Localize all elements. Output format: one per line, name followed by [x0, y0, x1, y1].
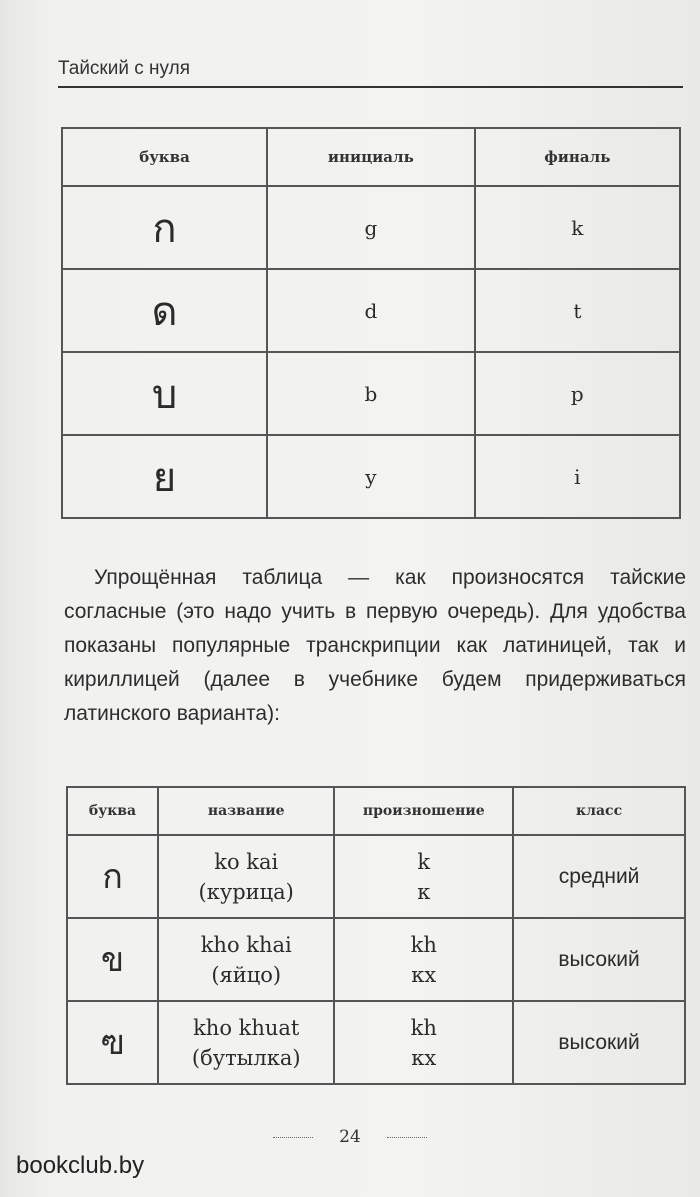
pronunciation [334, 835, 513, 918]
table-header-row [67, 787, 685, 835]
initial-sound: d [267, 269, 475, 352]
page-header [58, 58, 683, 88]
letter-name [158, 918, 334, 1001]
page-number: 24 [339, 1127, 361, 1147]
initial-sound: b [267, 352, 475, 435]
final-sound: t [475, 269, 680, 352]
letter-name-latin: kho khai [200, 932, 292, 957]
thai-letter: ฃ [67, 1001, 158, 1084]
consonant-class: высокий [513, 1001, 685, 1084]
consonant-final-table [61, 127, 681, 519]
consonant-pronunciation-table [66, 786, 686, 1085]
table-row [67, 918, 685, 1001]
page-footer [0, 1127, 700, 1147]
table-row [67, 1001, 685, 1084]
pronunciation [334, 1001, 513, 1084]
pronunciation-cyrillic: к [417, 879, 431, 904]
column-header-initial: инициаль [267, 128, 475, 186]
final-sound: k [475, 186, 680, 269]
final-sound: p [475, 352, 680, 435]
thai-letter: บ [62, 352, 267, 435]
pronunciation-latin: k [417, 849, 431, 874]
running-title: Тайский с нуля [58, 58, 190, 79]
column-header-pronunciation: произношение [334, 787, 513, 835]
letter-name [158, 835, 334, 918]
column-header-letter: буква [62, 128, 267, 186]
initial-sound: y [267, 435, 475, 518]
thai-letter: ด [62, 269, 267, 352]
table-row [62, 435, 680, 518]
watermark: bookclub.by [16, 1152, 145, 1179]
column-header-final: финаль [475, 128, 680, 186]
table-row [67, 835, 685, 918]
table-header-row [62, 128, 680, 186]
pronunciation [334, 918, 513, 1001]
final-sound: i [475, 435, 680, 518]
letter-name-russian: (курица) [198, 879, 294, 904]
column-header-letter: буква [67, 787, 158, 835]
table-row [62, 186, 680, 269]
table-row [62, 352, 680, 435]
left-dotted-rule [273, 1137, 313, 1138]
consonant-class: высокий [513, 918, 685, 1001]
body-paragraph: Упрощённая таблица — как произносятся тайские согласные (это надо учить в первую очередь). Для удобства показаны популярные транскрипции как латиницей, так и кириллицей (далее в учебнике будем придерживаться латинского варианта): [64, 566, 686, 725]
consonant-class: средний [513, 835, 685, 918]
pronunciation-cyrillic: кх [411, 962, 437, 987]
thai-letter: ก [62, 186, 267, 269]
thai-letter: ข [67, 918, 158, 1001]
pronunciation-cyrillic: кх [411, 1045, 437, 1070]
letter-name-latin: ko kai [214, 849, 279, 874]
letter-name [158, 1001, 334, 1084]
thai-letter: ก [67, 835, 158, 918]
letter-name-latin: kho khuat [193, 1015, 300, 1040]
initial-sound: g [267, 186, 475, 269]
pronunciation-latin: kh [410, 932, 437, 957]
column-header-name: название [158, 787, 334, 835]
letter-name-russian: (яйцо) [211, 962, 282, 987]
letter-name-russian: (бутылка) [191, 1045, 301, 1070]
column-header-class: класс [513, 787, 685, 835]
thai-letter: ย [62, 435, 267, 518]
right-dotted-rule [387, 1137, 427, 1138]
table-row [62, 269, 680, 352]
pronunciation-latin: kh [410, 1015, 437, 1040]
